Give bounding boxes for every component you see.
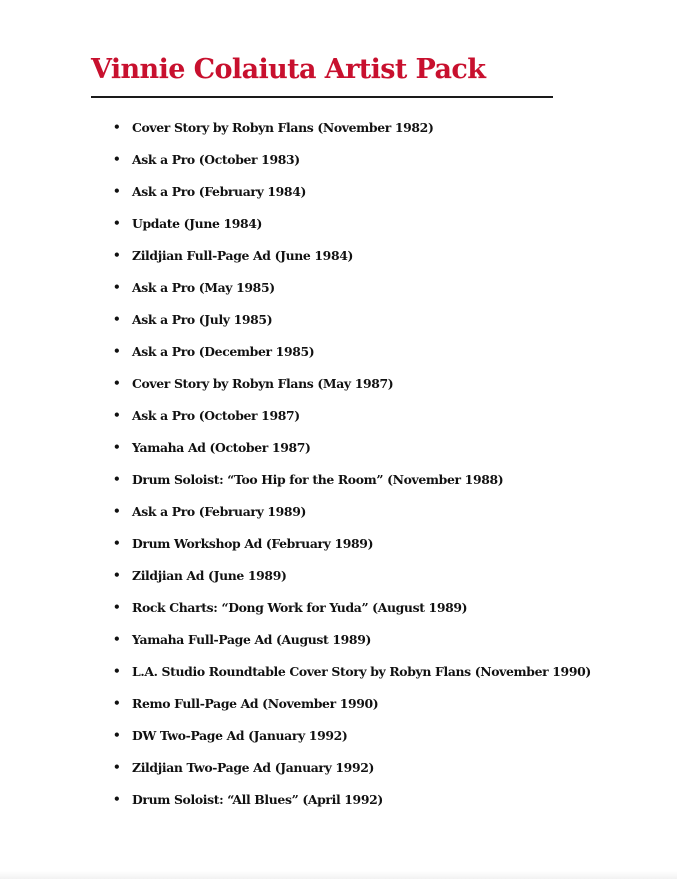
list-item (113, 339, 591, 371)
list-item (113, 179, 591, 211)
list-item-label: Ask a Pro (October 1983) (132, 152, 300, 167)
list-item-label: Zildjian Full-Page Ad (June 1984) (132, 248, 354, 263)
list-item-label: Cover Story by Robyn Flans (November 1982) (132, 120, 434, 135)
list-item (113, 659, 591, 691)
page-bottom-edge (0, 871, 677, 879)
list-item-label: Update (June 1984) (132, 216, 263, 231)
list-item-label: Cover Story by Robyn Flans (May 1987) (132, 376, 394, 391)
bullet-icon: • (113, 120, 121, 134)
list-item (113, 467, 591, 499)
page-title: Vinnie Colaiuta Artist Pack (91, 54, 486, 85)
list-item (113, 595, 591, 627)
list-item-label: Drum Soloist: “Too Hip for the Room” (November 1988) (132, 472, 504, 487)
bullet-icon: • (113, 632, 121, 646)
list-item-label: Ask a Pro (May 1985) (132, 280, 275, 295)
list-item-label: Ask a Pro (February 1984) (132, 184, 306, 199)
bullet-icon: • (113, 568, 121, 582)
title-underline (91, 96, 553, 98)
list-item (113, 435, 591, 467)
list-item-label: Ask a Pro (February 1989) (132, 504, 306, 519)
list-item (113, 147, 591, 179)
bullet-icon: • (113, 280, 121, 294)
list-item (113, 627, 591, 659)
list-item (113, 531, 591, 563)
article-list (113, 115, 591, 819)
list-item-label: Rock Charts: “Dong Work for Yuda” (August 1989) (132, 600, 468, 615)
bullet-icon: • (113, 696, 121, 710)
bullet-icon: • (113, 472, 121, 486)
bullet-icon: • (113, 440, 121, 454)
bullet-icon: • (113, 184, 121, 198)
list-item-label: Ask a Pro (July 1985) (132, 312, 273, 327)
list-item (113, 243, 591, 275)
list-item-label: Zildjian Ad (June 1989) (132, 568, 287, 583)
list-item (113, 211, 591, 243)
bullet-icon: • (113, 664, 121, 678)
list-item (113, 499, 591, 531)
list-item (113, 371, 591, 403)
bullet-icon: • (113, 312, 121, 326)
bullet-icon: • (113, 504, 121, 518)
list-item (113, 755, 591, 787)
bullet-icon: • (113, 408, 121, 422)
list-item-label: Yamaha Full-Page Ad (August 1989) (132, 632, 371, 647)
list-item-label: DW Two-Page Ad (January 1992) (132, 728, 348, 743)
list-item (113, 723, 591, 755)
list-item (113, 307, 591, 339)
list-item-label: Drum Soloist: “All Blues” (April 1992) (132, 792, 383, 807)
bullet-icon: • (113, 152, 121, 166)
list-item (113, 275, 591, 307)
list-item-label: Remo Full-Page Ad (November 1990) (132, 696, 379, 711)
list-item (113, 403, 591, 435)
bullet-icon: • (113, 760, 121, 774)
list-item-label: L.A. Studio Roundtable Cover Story by Robyn Flans (November 1990) (132, 664, 591, 679)
bullet-icon: • (113, 376, 121, 390)
bullet-icon: • (113, 248, 121, 262)
list-item-label: Zildjian Two-Page Ad (January 1992) (132, 760, 374, 775)
list-item-label: Ask a Pro (December 1985) (132, 344, 315, 359)
bullet-icon: • (113, 600, 121, 614)
bullet-icon: • (113, 728, 121, 742)
list-item-label: Yamaha Ad (October 1987) (132, 440, 311, 455)
list-item-label: Drum Workshop Ad (February 1989) (132, 536, 374, 551)
list-item (113, 115, 591, 147)
list-item-label: Ask a Pro (October 1987) (132, 408, 300, 423)
list-item (113, 787, 591, 819)
bullet-icon: • (113, 792, 121, 806)
list-item (113, 563, 591, 595)
bullet-icon: • (113, 344, 121, 358)
bullet-icon: • (113, 536, 121, 550)
list-item (113, 691, 591, 723)
bullet-icon: • (113, 216, 121, 230)
